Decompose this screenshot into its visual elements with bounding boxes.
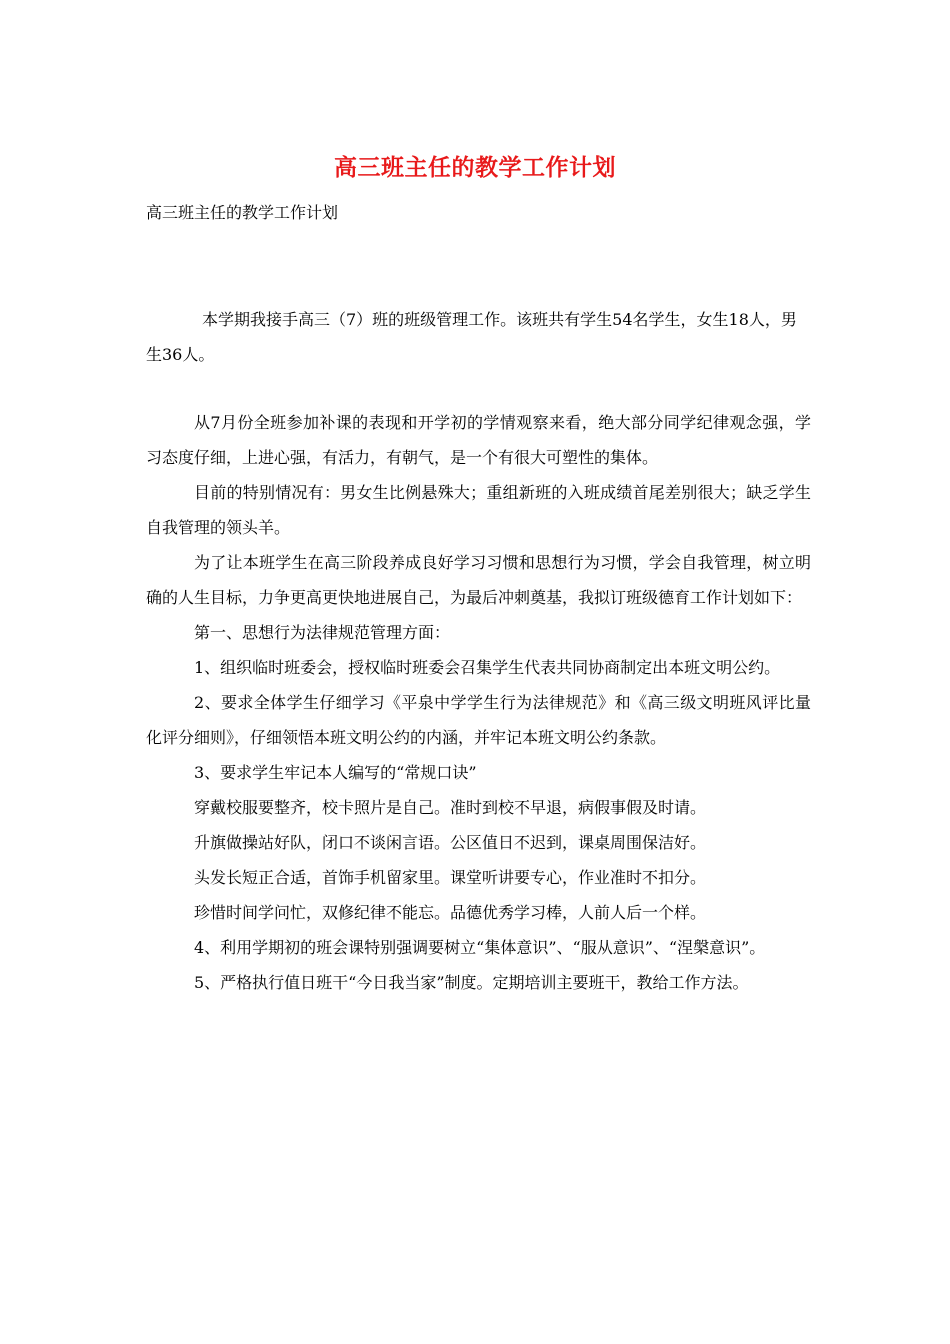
paragraph: 2、要求全体学生仔细学习《平泉中学学生行为法律规范》和《高三级文明班风评比量化评分细则》，仔细领悟本班文明公约的内涵，并牢记本班文明公约条款。 xyxy=(146,693,811,747)
paragraph: 5、严格执行值日班干“今日我当家”制度。定期培训主要班干，教给工作方法。 xyxy=(194,973,749,992)
paragraph-intro: 本学期我接手高三（7）班的班级管理工作。该班共有学生54名学生，女生18人，男生36人。 xyxy=(146,310,797,364)
verse-line: 珍惜时间学问忙，双修纪律不能忘。品德优秀学习棒，人前人后一个样。 xyxy=(194,903,707,922)
section-heading: 第一、思想行为法律规范管理方面： xyxy=(194,623,451,642)
verse-line: 升旗做操站好队，闭口不谈闲言语。公区值日不迟到，课桌周围保洁好。 xyxy=(194,833,707,852)
paragraph: 从7月份全班参加补课的表现和开学初的学情观察来看，绝大部分同学纪律观念强，学习态度仔细，上进心强，有活力，有朝气，是一个有很大可塑性的集体。 xyxy=(146,413,811,467)
verse-line: 头发长短正合适，首饰手机留家里。课堂听讲要专心，作业准时不扣分。 xyxy=(194,868,707,887)
document-subtitle: 高三班主任的教学工作计划 xyxy=(146,203,339,222)
verse-line: 穿戴校服要整齐，校卡照片是自己。准时到校不早退，病假事假及时请。 xyxy=(194,798,707,817)
paragraph: 3、要求学生牢记本人编写的“常规口诀” xyxy=(194,763,477,782)
document-title: 高三班主任的教学工作计划 xyxy=(334,154,616,181)
paragraph: 4、利用学期初的班会课特别强调要树立“集体意识”、“服从意识”、“涅槃意识”。 xyxy=(194,938,766,957)
paragraph: 为了让本班学生在高三阶段养成良好学习习惯和思想行为习惯，学会自我管理，树立明确的人生目标，力争更高更快地进展自己，为最后冲刺奠基，我拟订班级德育工作计划如下： xyxy=(146,553,811,607)
document-body xyxy=(146,405,811,1000)
paragraph: 1、组织临时班委会，授权临时班委会召集学生代表共同协商制定出本班文明公约。 xyxy=(194,658,781,677)
paragraph: 目前的特别情况有：男女生比例悬殊大；重组新班的入班成绩首尾差别很大；缺乏学生自我管理的领头羊。 xyxy=(146,483,811,537)
